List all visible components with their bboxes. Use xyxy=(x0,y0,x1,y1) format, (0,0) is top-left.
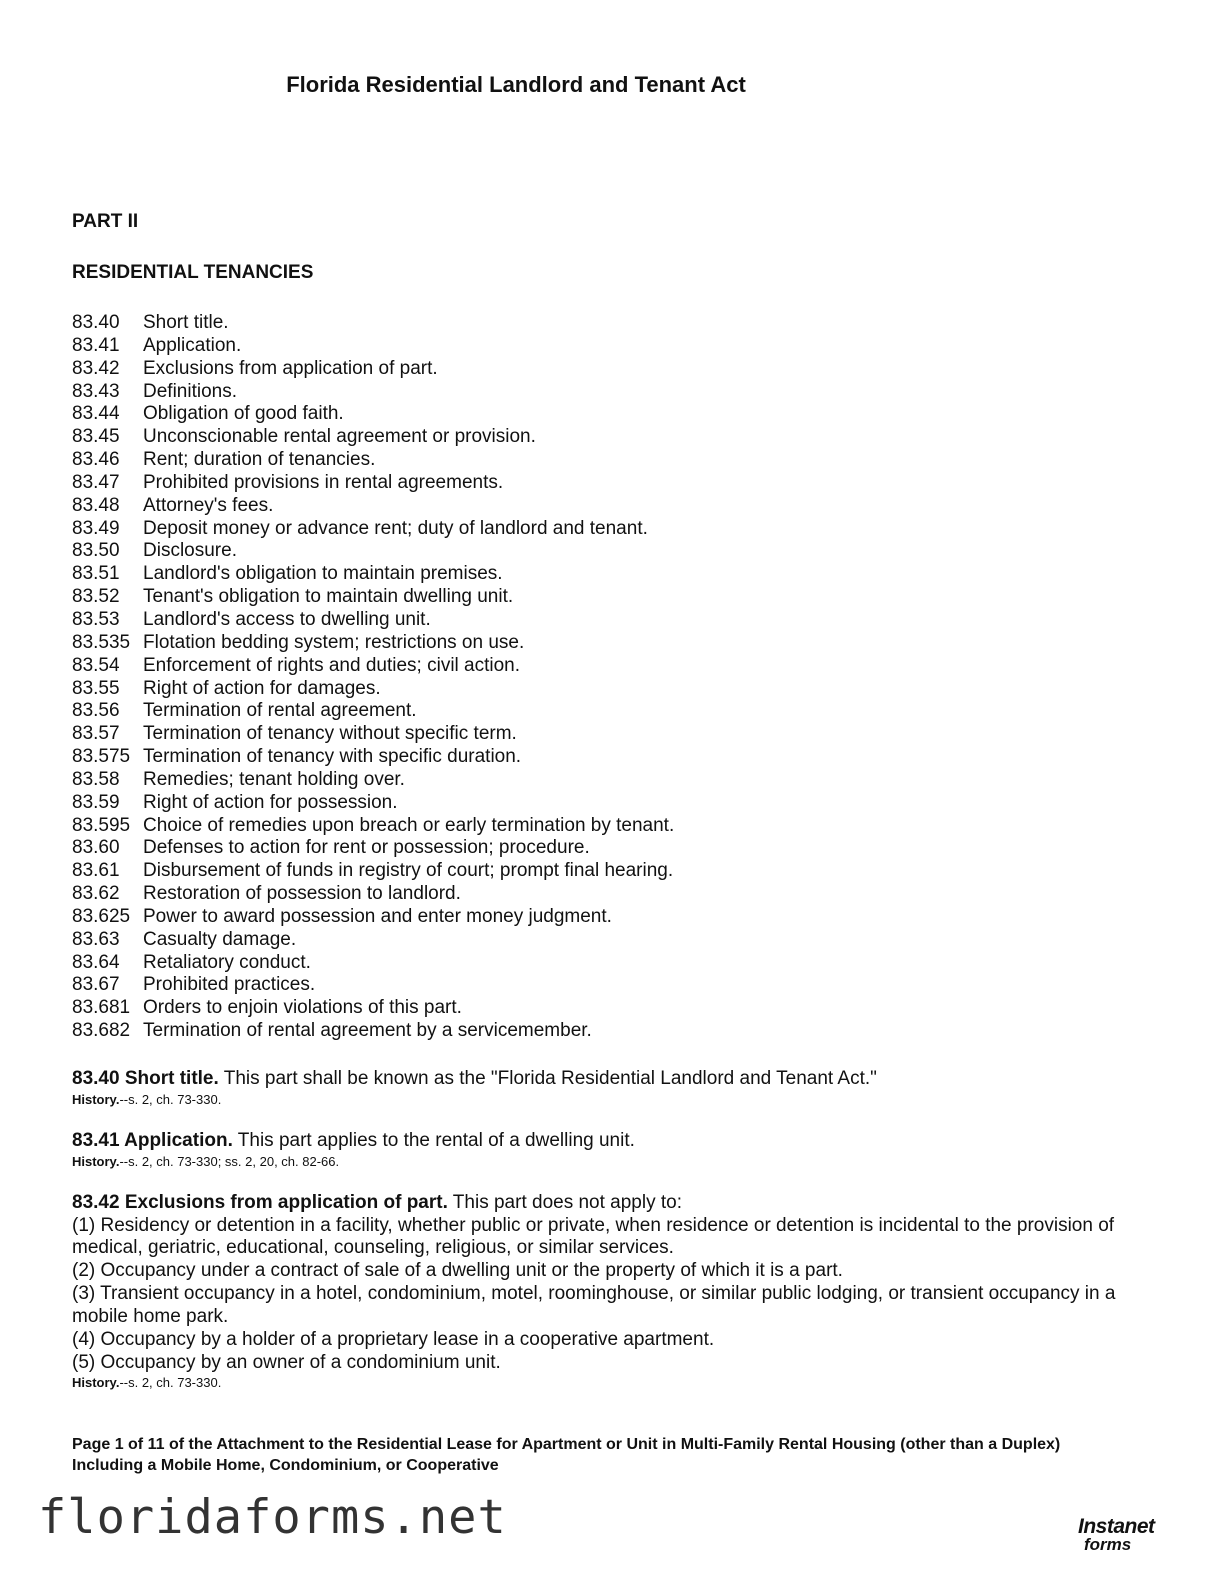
section-bodies xyxy=(72,1068,1152,1413)
toc-row xyxy=(72,769,674,792)
toc-text: Defenses to action for rent or possession; procedure. xyxy=(143,837,590,859)
toc-text: Orders to enjoin violations of this part. xyxy=(143,997,462,1019)
toc-number: 83.55 xyxy=(72,677,120,699)
toc-row xyxy=(72,495,674,518)
toc-text: Choice of remedies upon breach or early termination by tenant. xyxy=(143,814,675,836)
toc-number: 83.682 xyxy=(72,1020,131,1042)
toc-text: Unconscionable rental agreement or provision. xyxy=(143,426,536,448)
toc-number: 83.59 xyxy=(72,791,120,813)
history-text: --s. 2, ch. 73-330; ss. 2, 20, ch. 82-66. xyxy=(119,1153,340,1169)
toc-number: 83.50 xyxy=(72,540,120,562)
toc-row xyxy=(72,678,674,701)
toc-text: Disbursement of funds in registry of court; prompt final hearing. xyxy=(143,860,674,882)
logo-text-bottom: forms xyxy=(1084,1535,1132,1554)
toc-text: Landlord's obligation to maintain premises. xyxy=(143,563,503,585)
toc-row xyxy=(72,609,674,632)
toc-text: Exclusions from application of part. xyxy=(143,357,438,379)
toc-text: Power to award possession and enter money judgment. xyxy=(143,905,612,927)
toc-text: Tenant's obligation to maintain dwelling unit. xyxy=(143,586,514,608)
section-body: This part does not apply to: xyxy=(447,1191,682,1213)
table-of-contents xyxy=(72,312,674,1043)
toc-row xyxy=(72,518,674,541)
toc-row xyxy=(72,335,674,358)
toc-number: 83.47 xyxy=(72,471,120,493)
toc-row xyxy=(72,952,674,975)
toc-row xyxy=(72,792,674,815)
section-body: This part applies to the rental of a dwelling unit. xyxy=(232,1129,635,1151)
toc-number: 83.46 xyxy=(72,449,120,471)
section-83-41 xyxy=(72,1130,1152,1170)
toc-text: Remedies; tenant holding over. xyxy=(143,768,405,790)
toc-text: Flotation bedding system; restrictions on use. xyxy=(143,631,525,653)
exclusion-item: (5) Occupancy by an owner of a condominium unit. xyxy=(72,1351,501,1373)
toc-row xyxy=(72,426,674,449)
toc-number: 83.43 xyxy=(72,380,120,402)
toc-text: Prohibited practices. xyxy=(143,974,316,996)
toc-text: Termination of tenancy without specific term. xyxy=(143,723,517,745)
logo-text-top: Instanet xyxy=(1078,1515,1155,1538)
toc-number: 83.595 xyxy=(72,814,131,836)
toc-row xyxy=(72,472,674,495)
section-83-40 xyxy=(72,1068,1152,1108)
toc-row xyxy=(72,746,674,769)
toc-number: 83.57 xyxy=(72,723,120,745)
toc-number: 83.49 xyxy=(72,517,120,539)
section-83-42 xyxy=(72,1192,1152,1392)
exclusion-item: (3) Transient occupancy in a hotel, condominium, motel, roominghouse, or similar public lodging, or transient occupancy in a mobile home park. xyxy=(72,1283,1116,1327)
toc-text: Right of action for damages. xyxy=(143,677,381,699)
toc-number: 83.64 xyxy=(72,951,120,973)
section-heading: 83.40 Short title. xyxy=(72,1068,219,1089)
toc-text: Disclosure. xyxy=(143,540,237,562)
toc-row xyxy=(72,815,674,838)
toc-text: Termination of tenancy with specific duration. xyxy=(143,746,522,768)
section-heading: 83.41 Application. xyxy=(72,1129,233,1151)
toc-row xyxy=(72,929,674,952)
toc-number: 83.63 xyxy=(72,928,120,950)
history-label: History. xyxy=(72,1091,120,1107)
toc-number: 83.61 xyxy=(72,860,120,882)
toc-number: 83.681 xyxy=(72,997,131,1019)
toc-number: 83.48 xyxy=(72,494,120,516)
page-footer: Page 1 of 11 of the Attachment to the Residential Lease for Apartment or Unit in Multi-Family Rental Housing (other than a Duplex) Including a Mobile Home, Condominium, or Cooperative xyxy=(72,1436,1061,1474)
history-text: --s. 2, ch. 73-330. xyxy=(119,1375,222,1391)
history-label: History. xyxy=(72,1375,120,1391)
toc-row xyxy=(72,883,674,906)
toc-row xyxy=(72,974,674,997)
toc-row xyxy=(72,837,674,860)
toc-row xyxy=(72,997,674,1020)
history-label: History. xyxy=(72,1153,120,1169)
section-body: This part shall be known as the "Florida Residential Landlord and Tenant Act." xyxy=(218,1068,877,1089)
toc-text: Obligation of good faith. xyxy=(143,403,344,425)
watermark: floridaforms.net xyxy=(38,1490,507,1545)
toc-number: 83.45 xyxy=(72,426,120,448)
toc-number: 83.56 xyxy=(72,700,120,722)
toc-row xyxy=(72,449,674,472)
toc-text: Retaliatory conduct. xyxy=(143,951,311,973)
toc-number: 83.60 xyxy=(72,837,120,859)
toc-number: 83.58 xyxy=(72,768,120,790)
toc-row xyxy=(72,381,674,404)
toc-row xyxy=(72,358,674,381)
toc-number: 83.41 xyxy=(72,334,120,356)
toc-row xyxy=(72,723,674,746)
toc-text: Attorney's fees. xyxy=(143,494,274,516)
toc-number: 83.625 xyxy=(72,905,131,927)
toc-row xyxy=(72,906,674,929)
toc-number: 83.51 xyxy=(72,563,120,585)
toc-row xyxy=(72,632,674,655)
section-heading: 83.42 Exclusions from application of part. xyxy=(72,1191,448,1213)
toc-row xyxy=(72,540,674,563)
toc-number: 83.535 xyxy=(72,631,131,653)
toc-text: Application. xyxy=(143,334,242,356)
toc-text: Definitions. xyxy=(143,380,237,402)
toc-number: 83.40 xyxy=(72,312,120,333)
toc-text: Prohibited provisions in rental agreements. xyxy=(143,471,504,493)
toc-text: Enforcement of rights and duties; civil action. xyxy=(143,654,521,676)
history-text: --s. 2, ch. 73-330. xyxy=(119,1091,222,1107)
exclusion-item: (4) Occupancy by a holder of a proprietary lease in a cooperative apartment. xyxy=(72,1328,715,1350)
toc-number: 83.53 xyxy=(72,608,120,630)
toc-number: 83.52 xyxy=(72,586,120,608)
toc-row xyxy=(72,655,674,678)
part-heading: PART II xyxy=(72,211,139,232)
toc-number: 83.42 xyxy=(72,357,120,379)
exclusion-item: (2) Occupancy under a contract of sale of a dwelling unit or the property of which it is a part. xyxy=(72,1260,843,1282)
toc-row xyxy=(72,1020,674,1043)
toc-text: Casualty damage. xyxy=(143,928,297,950)
toc-text: Termination of rental agreement. xyxy=(143,700,417,722)
toc-text: Rent; duration of tenancies. xyxy=(143,449,376,471)
exclusion-item: (1) Residency or detention in a facility, whether public or private, when residence or detention is incidental to the provision of medical, geriatric, educational, counseling, religious, or similar services. xyxy=(72,1214,1115,1259)
toc-number: 83.575 xyxy=(72,746,131,768)
toc-text: Deposit money or advance rent; duty of landlord and tenant. xyxy=(143,517,648,539)
toc-text: Landlord's access to dwelling unit. xyxy=(143,608,431,630)
toc-text: Short title. xyxy=(143,312,229,333)
toc-number: 83.54 xyxy=(72,654,120,676)
toc-row xyxy=(72,563,674,586)
toc-row xyxy=(72,586,674,609)
toc-row xyxy=(72,700,674,723)
toc-row xyxy=(72,403,674,426)
toc-text: Restoration of possession to landlord. xyxy=(143,883,461,905)
toc-row xyxy=(72,312,674,335)
toc-text: Termination of rental agreement by a servicemember. xyxy=(143,1020,592,1042)
toc-text: Right of action for possession. xyxy=(143,791,398,813)
instanet-forms-logo xyxy=(1076,1515,1194,1555)
toc-number: 83.67 xyxy=(72,974,120,996)
part-subtitle: RESIDENTIAL TENANCIES xyxy=(72,262,314,283)
document-title: Florida Residential Landlord and Tenant Act xyxy=(286,72,746,97)
toc-row xyxy=(72,860,674,883)
toc-number: 83.62 xyxy=(72,883,120,905)
toc-number: 83.44 xyxy=(72,403,120,425)
